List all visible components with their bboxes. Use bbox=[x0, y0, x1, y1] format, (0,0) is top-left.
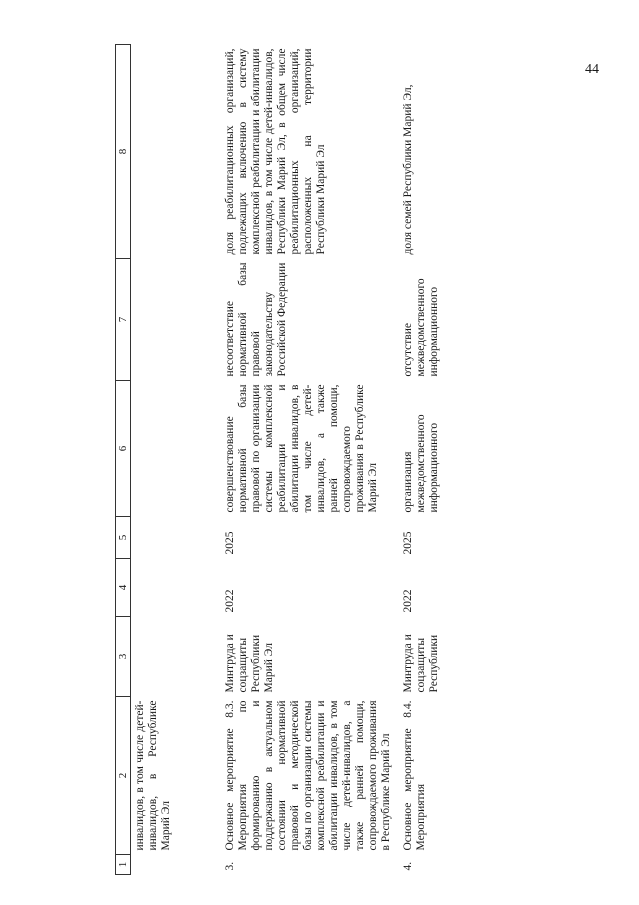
expected-result bbox=[131, 381, 221, 517]
header-cell: 1 bbox=[116, 855, 131, 875]
page-number: 44 bbox=[585, 62, 599, 77]
indicator: доля семей Республики Марий Эл, bbox=[401, 84, 414, 255]
end-year: 2025 bbox=[223, 531, 236, 555]
expected-result: организация межведомственного информационного bbox=[401, 414, 440, 513]
measures-table bbox=[115, 44, 447, 875]
start-year: 2022 bbox=[401, 589, 414, 613]
table-header-row bbox=[116, 45, 131, 875]
header-cell: 6 bbox=[116, 381, 131, 517]
executor: Минтруда и соцзащиты Республики Марий Эл bbox=[223, 634, 275, 693]
executor: Минтруда и соцзащиты Республики bbox=[401, 634, 440, 693]
row-number: 3. bbox=[223, 861, 236, 871]
header-cell: 8 bbox=[116, 45, 131, 259]
row-number: 4. bbox=[401, 861, 414, 871]
measure-name: Основное мероприятие 8.3. Мероприятия по формированию и поддержанию в актуальном состоянии нормативной правовой и методической базы по организации системы комплексной реабилитации и абилитации инвалидов, в том числе детей-инвалидов, а также ранней помощи, сопровождаемого проживания в Республике Марий Эл bbox=[223, 700, 392, 851]
header-cell: 2 bbox=[116, 697, 131, 855]
header-cell: 7 bbox=[116, 259, 131, 381]
header-cell: 4 bbox=[116, 559, 131, 617]
table-row bbox=[399, 45, 447, 875]
measure-name: инвалидов, в том числе детей-инвалидов, в Республике Марий Эл bbox=[134, 700, 172, 851]
header-cell: 3 bbox=[116, 617, 131, 697]
executor bbox=[131, 617, 221, 697]
expected-result: совершенствование нормативной базы правовой по организации системы комплексной реабилитации и абилитации инвалидов, в том числе детей-инвалидов, а также ранней помощи, сопровождаемого проживания в Республике Марий Эл bbox=[223, 384, 379, 513]
indicator: доля реабилитационных организаций, подлежащих включению в систему комплексной реабилитации и абилитации инвалидов, в том числе детей-инвалидов, Республики Марий Эл, в общем числе реабилитационных организаций, расположенных на территории Республики Марий Эл bbox=[223, 48, 327, 255]
indicator bbox=[131, 45, 221, 259]
end-year: 2025 bbox=[401, 531, 414, 555]
table-row bbox=[131, 45, 221, 875]
consequences: отсутствие межведомственного информационного bbox=[401, 278, 440, 377]
measure-name: Основное мероприятие 8.4. Мероприятия bbox=[401, 700, 427, 851]
start-year: 2022 bbox=[223, 589, 236, 613]
consequences: несоответствие нормативной базы правовой законодательству Российской Федерации bbox=[223, 262, 288, 377]
end-year bbox=[131, 517, 221, 559]
row-number bbox=[131, 855, 221, 875]
consequences bbox=[131, 259, 221, 381]
header-cell: 5 bbox=[116, 517, 131, 559]
rotated-table-container bbox=[115, 45, 553, 875]
table-row bbox=[221, 45, 399, 875]
start-year bbox=[131, 559, 221, 617]
